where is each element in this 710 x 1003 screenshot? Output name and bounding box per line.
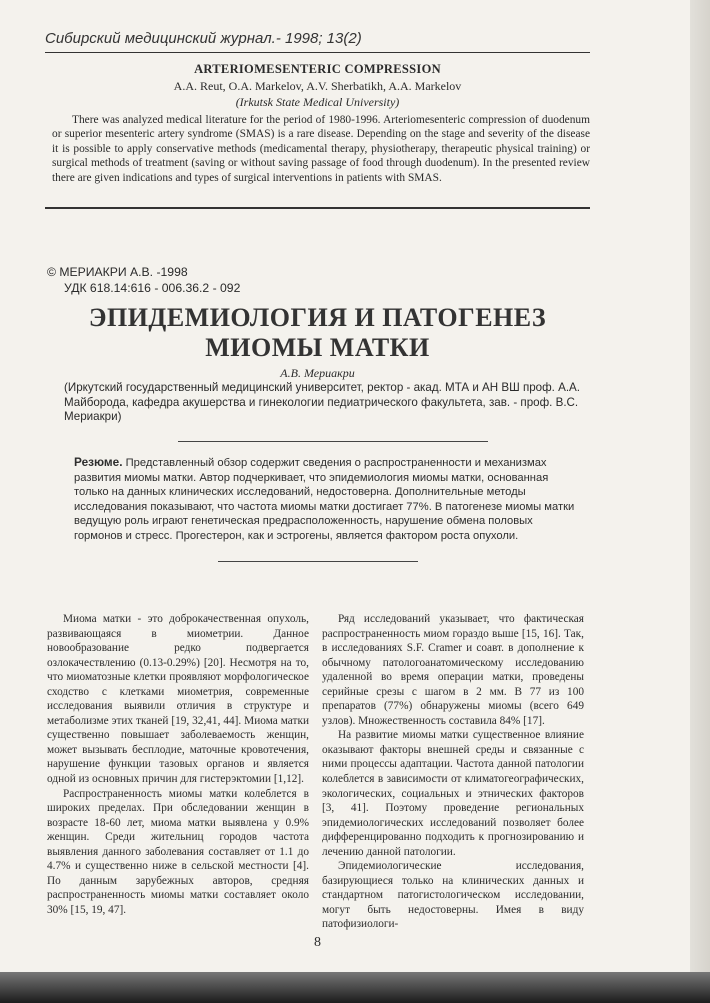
article-author: А.В. Мериакри <box>280 366 355 380</box>
english-article-affiliation: (Irkutsk State Medical University) <box>235 95 400 109</box>
journal-header: Сибирский медицинский журнал.- 1998; 13(2) <box>45 30 362 47</box>
resume-label: Резюме. <box>74 455 123 469</box>
paragraph: Распространенность миомы матки колеблется в широких пределах. При обследовании женщин в возрасте 18-60 лет, миома матки выявлена у 0.9% женщин. Среди жительниц городов частота выявления данного заболевания составляет от 1.1 до 4.7% и существенно ниже в сельской местности [4]. По данным зарубежных авторов, средняя распространенность миомы матки составляет около 30% [15, 19, 47]. <box>47 787 309 916</box>
english-article-abstract: There was analyzed medical literature for the period of 1980-1996. Arteriomesenteric compression of duodenum or superior mesenteric artery syndrome (SMAS) is a rare disease. Depending on the stage and severity of the disease it is possible to apply conservative methods (medicamental therapy, physiotherapy, therapeutic physical training) or surgical methods of treatment (saving or without saving passage of food through duodenum). In the presented review there are given indications and types of surgical interventions in patients with SMAS. <box>52 114 590 184</box>
page-number: 8 <box>314 935 321 950</box>
paragraph: Ряд исследований указывает, что фактическая распространенность миом гораздо выше [15, 16]. Так, в исследованиях S.F. Cramer и соавт. в дополнение к обычному патологоанатомическому исследованию удаленной во время операции матки, проведены серийные срезы с шагом в 2 мм. В 77 из 100 препаратов (77%) обнаружены миомы (всего 649 узлов). Множественность составила 84% [17]. <box>322 613 584 727</box>
paragraph: Эпидемиологические исследования, базирующиеся только на клинических данных и стандартном патогистологическом исследовании, могут быть недостоверны. Имея в виду патофизиологи- <box>322 860 584 931</box>
copyright-line: © МЕРИАКРИ А.В. -1998 <box>47 265 188 279</box>
affiliation-rule <box>178 441 488 442</box>
article-affiliation: (Иркутский государственный медицинский университет, ректор - акад. МТА и АН ВШ проф. А.А. Майборода, кафедра акушерства и гинекологии педиатрического факультета, зав. - проф. В.С. Мериакри) <box>64 381 581 423</box>
resume-block <box>74 455 584 544</box>
english-article-authors: A.A. Reut, O.A. Markelov, A.V. Sherbatikh, A.A. Markelov <box>173 79 462 93</box>
article-title-line-2: МИОМЫ МАТКИ <box>205 333 430 362</box>
section-divider <box>45 207 590 209</box>
scan-edge-bottom <box>0 972 710 1003</box>
right-column <box>322 612 584 932</box>
resume-text: Представленный обзор содержит сведения о распространенности и механизмах развития миомы матки. Автор подчеркивает, что эпидемиология миомы матки, основанная только на данных клинических исследований, недостоверна. Дополнительные методы исследования показывают, что частота миомы матки достигает 77%. В патогенезе миомы матки ведущую роль играют генетическая предрасположенность, нарушение обмена половых гормонов и стресс. Прогестерон, как и эстрогены, является фактором роста опухоли. <box>74 457 575 542</box>
paragraph: На развитие миомы матки существенное влияние оказывают факторы внешней среды и связанные с ними процессы адаптации. Частота данной патологии колеблется в зависимости от климатогеографических, экологических, социальных и этнических факторов [3, 41]. Поэтому проведение региональных эпидемиологических исследований позволяет более дифференцированно подходить к прогнозированию и лечению данной патологии. <box>322 729 584 858</box>
scan-edge-right <box>690 0 710 1003</box>
article-title <box>45 303 590 363</box>
left-column <box>47 612 309 917</box>
resume-rule <box>218 561 418 562</box>
english-article-title: ARTERIOMESENTERIC COMPRESSION <box>194 62 441 76</box>
header-rule <box>45 52 590 53</box>
paragraph: Миома матки - это доброкачественная опухоль, развивающаяся в миометрии. Данное новообразование редко подвергается озлокачествлению (0.13-0.29%) [20]. Несмотря на то, что миоматозные клетки проявляют морфологическое сходство с клетками миометрия, современные исследования выявили отличия в структуре и метаболизме этих тканей [19, 32,41, 44]. Миома матки существенно повышает заболеваемость женщин, может вызывать бесплодие, маточные кровотечения, нарушение функции тазовых органов и является одной из основных причин для гистерэктомии [1,12]. <box>47 613 309 786</box>
udc-code: УДК 618.14:616 - 006.36.2 - 092 <box>64 281 241 295</box>
article-title-line-1: ЭПИДЕМИОЛОГИЯ И ПАТОГЕНЕЗ <box>88 303 547 332</box>
